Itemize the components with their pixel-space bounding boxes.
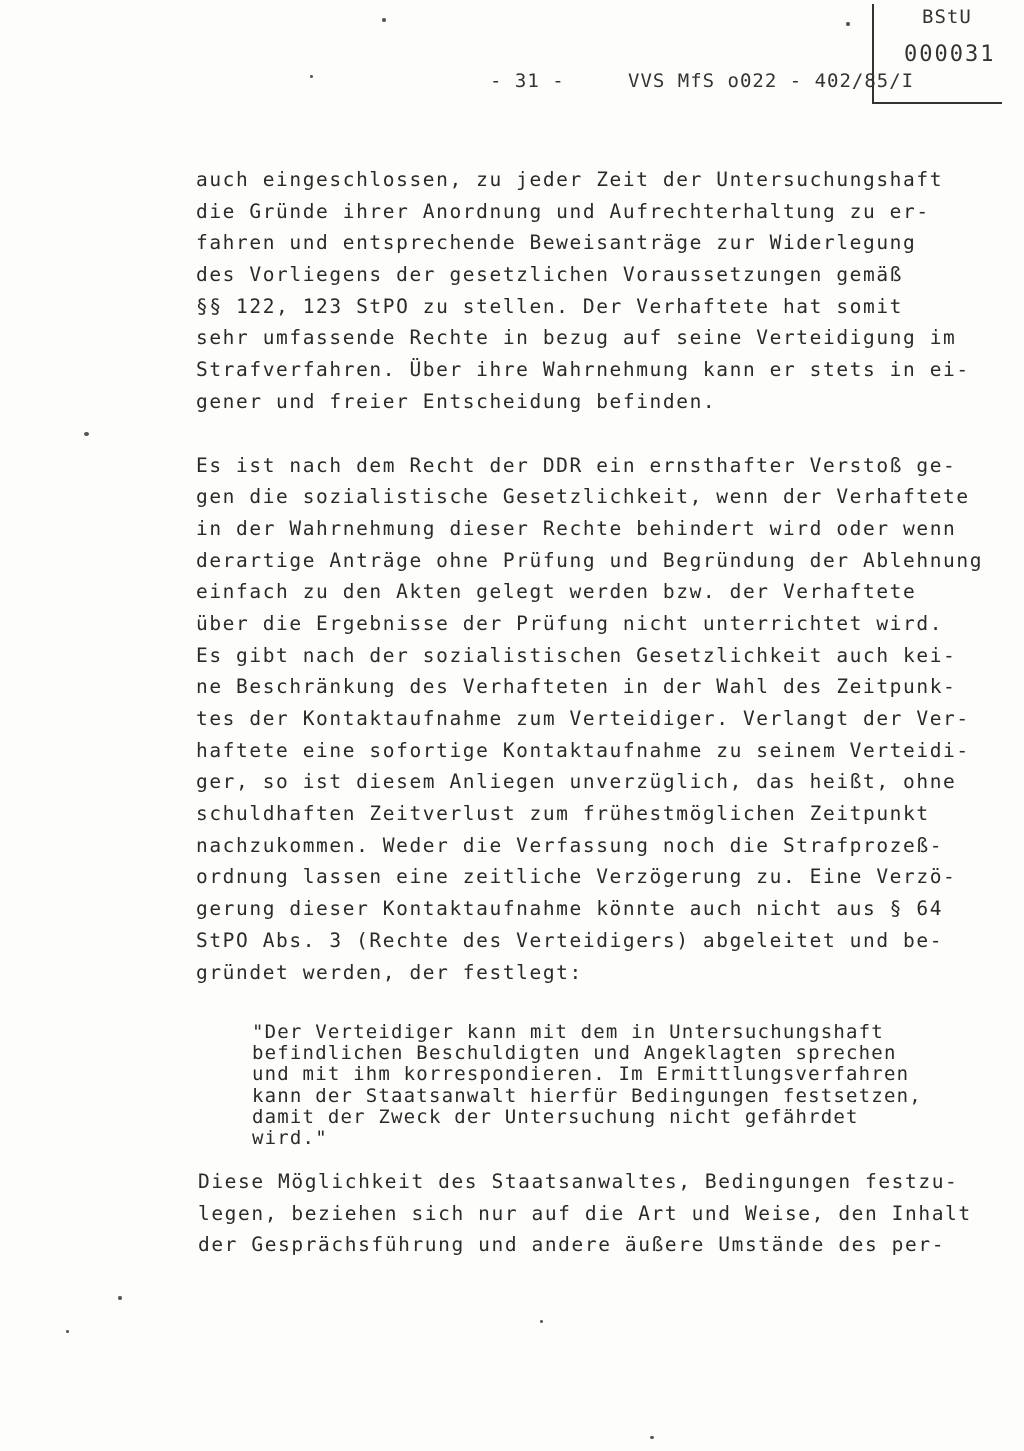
- text-line: ger, so ist diesem Anliegen unverzüglich, das heißt, ohne: [196, 770, 957, 794]
- quote-line: kann der Staatsanwalt hierfür Bedingungen festsetzen,: [252, 1084, 922, 1107]
- quote-line: befindlichen Beschuldigten und Angeklagten sprechen: [252, 1042, 897, 1065]
- text-line: derartige Anträge ohne Prüfung und Begründung der Ablehnung: [196, 548, 984, 572]
- scan-speck: [84, 432, 89, 436]
- scan-speck: [382, 18, 386, 22]
- text-line: einfach zu den Akten gelegt werden bzw. der Verhaftete: [196, 580, 917, 604]
- quote-line: und mit ihm korrespondieren. Im Ermittlungsverfahren: [252, 1063, 910, 1086]
- scan-speck: [310, 75, 313, 78]
- text-line: des Vorliegens der gesetzlichen Voraussetzungen gemäß: [196, 263, 904, 287]
- text-line: gerung dieser Kontaktaufnahme könnte auch nicht aus § 64: [196, 897, 944, 921]
- paragraph-3: [198, 1166, 988, 1261]
- text-line: Diese Möglichkeit des Staatsanwaltes, Bedingungen festzu-: [198, 1170, 959, 1193]
- text-line: legen, beziehen sich nur auf die Art und Weise, den Inhalt: [198, 1201, 972, 1225]
- text-line: über die Ergebnisse der Prüfung nicht unterrichtet wird.: [196, 611, 944, 635]
- scan-speck: [66, 1330, 69, 1333]
- text-line: Es ist nach dem Recht der DDR ein ernsthafter Verstoß ge-: [196, 453, 957, 477]
- document-reference: VVS MfS o022 - 402/85/I: [628, 70, 915, 92]
- text-line: gründet werden, der festlegt:: [196, 960, 583, 984]
- scan-speck: [846, 22, 850, 26]
- block-quote: [252, 1022, 972, 1149]
- stamp-number: 000031: [904, 42, 996, 67]
- quote-line: damit der Zweck der Untersuchung nicht gefährdet: [252, 1105, 859, 1128]
- scan-speck: [118, 1296, 122, 1300]
- text-line: §§ 122, 123 StPO zu stellen. Der Verhaftete hat somit: [196, 294, 904, 318]
- text-line: nachzukommen. Weder die Verfassung noch die Strafprozeß-: [196, 833, 944, 857]
- scan-speck: [650, 1436, 654, 1439]
- text-line: der Gesprächsführung und andere äußere Umstände des per-: [198, 1233, 946, 1257]
- text-line: ne Beschränkung des Verhafteten in der Wahl des Zeitpunk-: [196, 675, 957, 699]
- page-number: - 31 -: [490, 70, 565, 92]
- text-line: haftete eine sofortige Kontaktaufnahme zu seinem Verteidi-: [196, 738, 970, 762]
- paragraph-2: [196, 450, 986, 989]
- text-line: die Gründe ihrer Anordnung und Aufrechterhaltung zu er-: [196, 199, 930, 223]
- text-line: Es gibt nach der sozialistischen Gesetzlichkeit auch kei-: [196, 643, 957, 667]
- text-line: fahren und entsprechende Beweisanträge zur Widerlegung: [196, 231, 917, 255]
- main-text: [196, 164, 986, 988]
- text-line: schuldhaften Zeitverlust zum frühestmöglichen Zeitpunkt: [196, 802, 930, 826]
- text-line: tes der Kontaktaufnahme zum Verteidiger. Verlangt der Ver-: [196, 707, 970, 730]
- text-line: in der Wahrnehmung dieser Rechte behindert wird oder wenn: [196, 516, 957, 540]
- quote-line: "Der Verteidiger kann mit dem in Untersuchungshaft: [252, 1021, 884, 1043]
- quote-line: wird.": [252, 1126, 328, 1149]
- text-line: gen die sozialistische Gesetzlichkeit, wenn der Verhaftete: [196, 485, 970, 509]
- stamp-label: BStU: [922, 6, 972, 28]
- scan-speck: [540, 1320, 543, 1323]
- paragraph-1: [196, 164, 986, 418]
- text-line: StPO Abs. 3 (Rechte des Verteidigers) abgeleitet und be-: [196, 928, 944, 952]
- text-line: Strafverfahren. Über ihre Wahrnehmung kann er stets in ei-: [196, 358, 970, 382]
- text-line: gener und freier Entscheidung befinden.: [196, 389, 717, 413]
- text-line: ordnung lassen eine zeitliche Verzögerung zu. Eine Verzö-: [196, 865, 957, 889]
- text-line: auch eingeschlossen, zu jeder Zeit der Untersuchungshaft: [196, 168, 944, 191]
- text-line: sehr umfassende Rechte in bezug auf seine Verteidigung im: [196, 326, 957, 350]
